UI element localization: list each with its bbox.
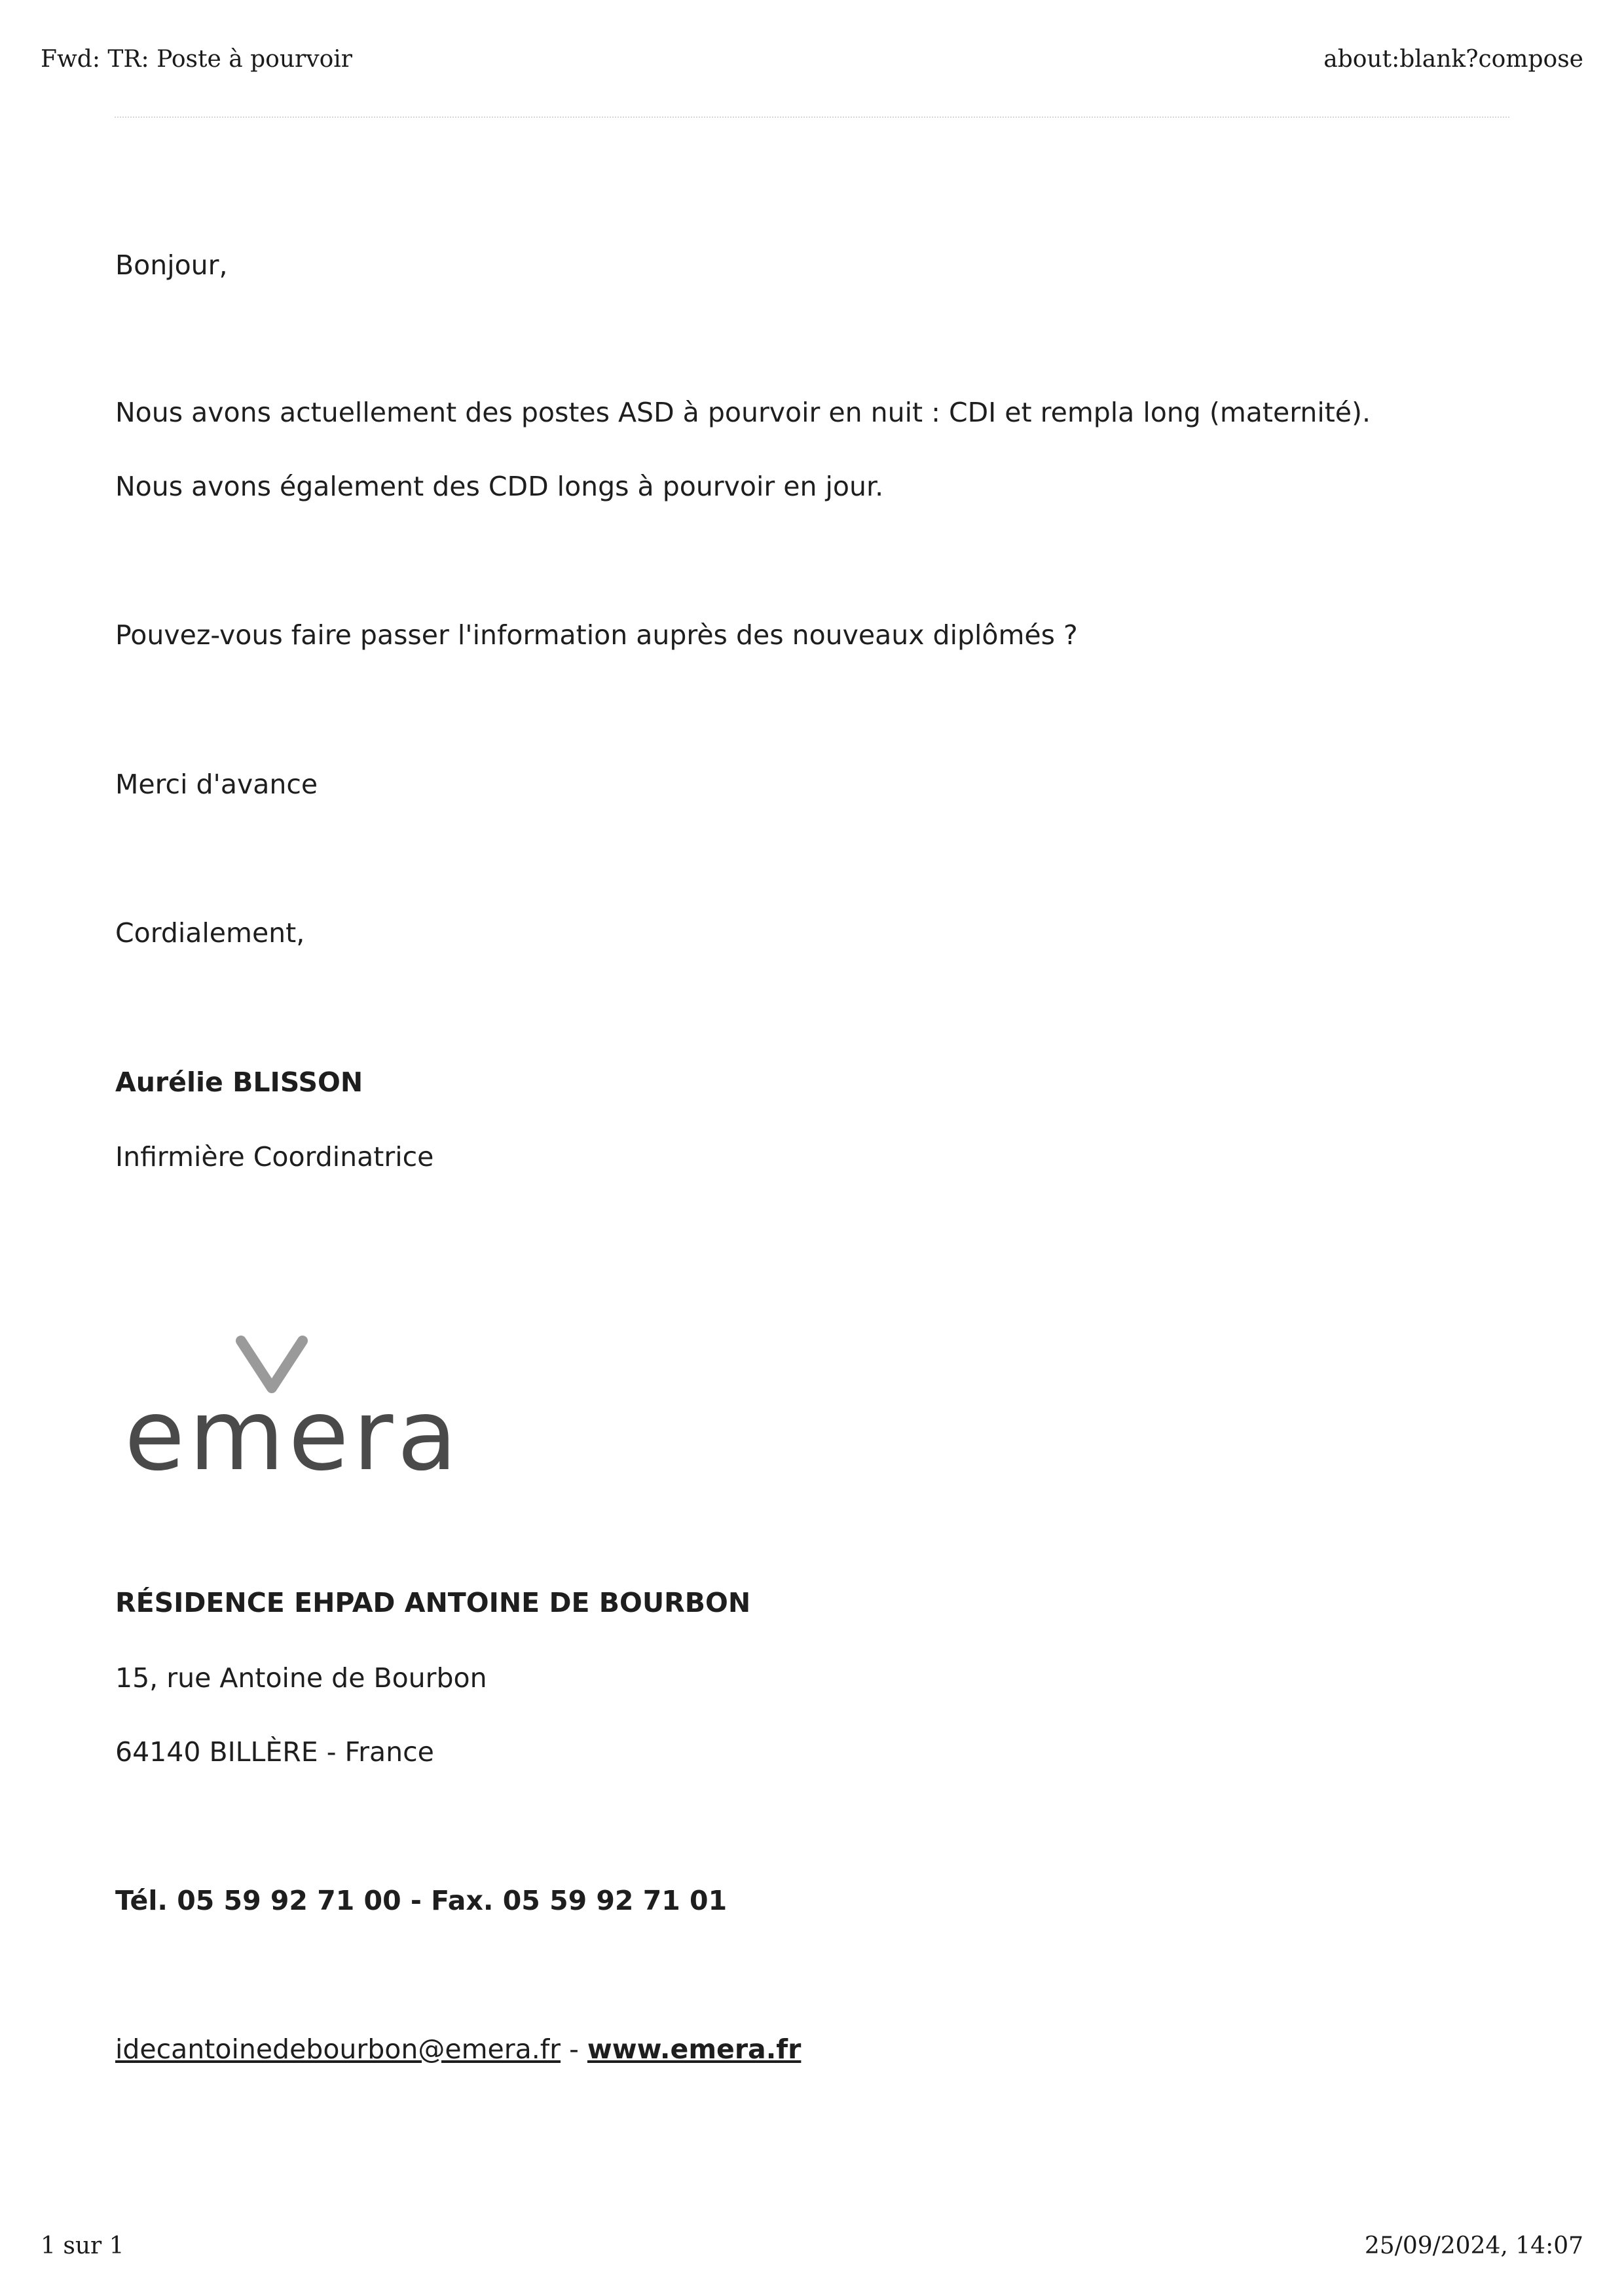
print-page-number: 1 sur 1 (41, 2232, 124, 2259)
paragraph-cdd-jour: Nous avons également des CDD longs à pourvoir en jour. (115, 471, 884, 502)
print-header-title: Fwd: TR: Poste à pourvoir (41, 46, 352, 73)
signature-job-title: Infirmière Coordinatrice (115, 1141, 434, 1173)
greeting: Bonjour, (115, 249, 228, 281)
residence-name: RÉSIDENCE EHPAD ANTOINE DE BOURBON (115, 1587, 751, 1618)
print-header-url: about:blank?compose (1323, 46, 1583, 73)
thanks-line: Merci d'avance (115, 769, 318, 800)
print-footer (0, 2232, 1624, 2272)
phone-fax: Tél. 05 59 92 71 00 - Fax. 05 59 92 71 01 (115, 1885, 728, 1916)
email-link[interactable]: idecantoinedebourbon@emera.fr (115, 2033, 561, 2065)
emera-logo (124, 1336, 462, 1493)
contact-links (115, 2033, 802, 2065)
logo-wordmark: emera (124, 1379, 462, 1493)
paragraph-information: Pouvez-vous faire passer l'information auprès des nouveaux diplômés ? (115, 619, 1078, 651)
address-city: 64140 BILLÈRE - France (115, 1736, 434, 1768)
paragraph-postes-nuit: Nous avons actuellement des postes ASD à pourvoir en nuit : CDI et rempla long (maternité). (115, 397, 1371, 428)
print-header (0, 46, 1624, 85)
print-datetime: 25/09/2024, 14:07 (1364, 2232, 1583, 2259)
header-divider (115, 117, 1509, 118)
website-link[interactable]: www.emera.fr (587, 2033, 802, 2065)
address-street: 15, rue Antoine de Bourbon (115, 1662, 487, 1694)
closing-line: Cordialement, (115, 917, 305, 949)
contact-separator: - (561, 2033, 587, 2065)
signature-name: Aurélie BLISSON (115, 1066, 363, 1098)
